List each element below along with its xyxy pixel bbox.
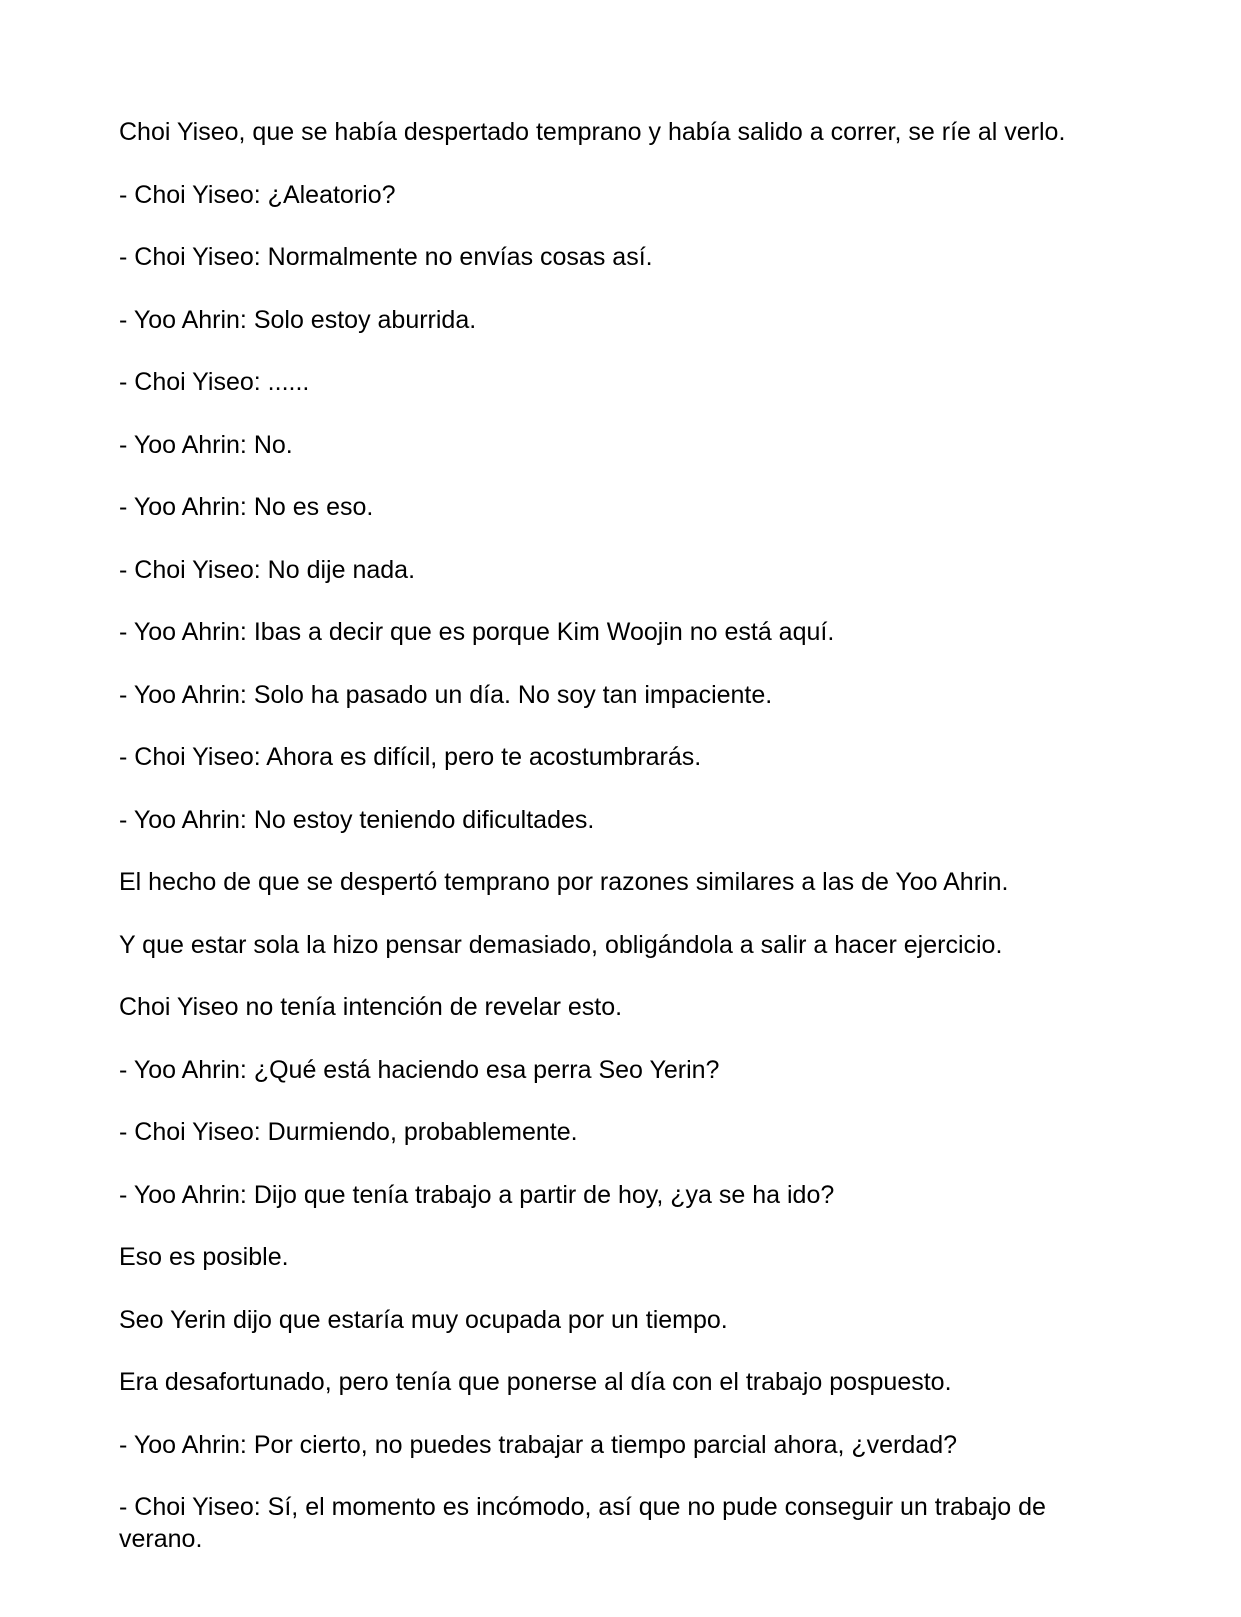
- paragraph: - Choi Yiseo: Normalmente no envías cosas así.: [119, 243, 653, 271]
- paragraph: - Yoo Ahrin: No.: [119, 430, 293, 459]
- paragraph: - Yoo Ahrin: Por cierto, no puedes trabajar a tiempo parcial ahora, ¿verdad?: [119, 1430, 958, 1459]
- paragraph: - Yoo Ahrin: Dijo que tenía trabajo a partir de hoy, ¿ya se ha ido?: [119, 1180, 835, 1209]
- document-body: [119, 116, 1099, 1586]
- paragraph: - Choi Yiseo: No dije nada.: [119, 555, 416, 584]
- paragraph: - Yoo Ahrin: No estoy teniendo dificultades.: [119, 805, 595, 834]
- paragraph: - Choi Yiseo: Durmiendo, probablemente.: [119, 1118, 578, 1146]
- paragraph: Seo Yerin dijo que estaría muy ocupada por un tiempo.: [119, 1305, 728, 1334]
- paragraph: Y que estar sola la hizo pensar demasiado, obligándola a salir a hacer ejercicio.: [119, 930, 1003, 959]
- paragraph: - Choi Yiseo: ......: [119, 368, 310, 396]
- paragraph: - Yoo Ahrin: Solo estoy aburrida.: [119, 305, 477, 334]
- paragraph: - Choi Yiseo: Sí, el momento es incómodo, así que no pude conseguir un trabajo de verano.: [119, 1493, 1046, 1553]
- paragraph: Choi Yiseo no tenía intención de revelar esto.: [119, 993, 623, 1021]
- paragraph: Era desafortunado, pero tenía que ponerse al día con el trabajo pospuesto.: [119, 1368, 952, 1396]
- paragraph: - Choi Yiseo: Ahora es difícil, pero te acostumbrarás.: [119, 743, 702, 771]
- paragraph: - Yoo Ahrin: Ibas a decir que es porque Kim Woojin no está aquí.: [119, 618, 835, 646]
- paragraph: El hecho de que se despertó temprano por razones similares a las de Yoo Ahrin.: [119, 868, 1009, 896]
- paragraph: - Yoo Ahrin: No es eso.: [119, 493, 374, 521]
- paragraph: - Yoo Ahrin: ¿Qué está haciendo esa perra Seo Yerin?: [119, 1055, 720, 1084]
- paragraph: - Yoo Ahrin: Solo ha pasado un día. No soy tan impaciente.: [119, 680, 773, 709]
- paragraph: Eso es posible.: [119, 1243, 289, 1271]
- paragraph: Choi Yiseo, que se había despertado temprano y había salido a correr, se ríe al verlo.: [119, 118, 1066, 146]
- paragraph: - Choi Yiseo: ¿Aleatorio?: [119, 180, 396, 209]
